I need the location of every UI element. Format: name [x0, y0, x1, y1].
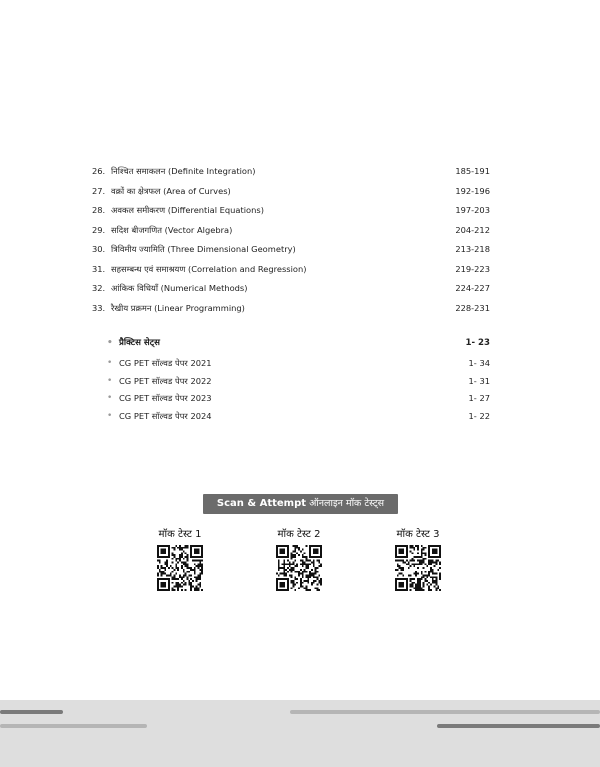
- mock-test-2[interactable]: [259, 528, 339, 591]
- chapter-pages: 204-212: [455, 224, 490, 235]
- chapter-pages: 185-191: [455, 166, 490, 176]
- chapter-title: त्रिविमीय ज्यामिति (Three Dimensional Geometry): [111, 244, 296, 254]
- chapter-number: 33.: [92, 302, 106, 313]
- chapter-pages: 219-223: [455, 263, 490, 274]
- chapter-title: निश्चित समाकलन (Definite Integration): [111, 166, 256, 176]
- paper-title: CG PET सॉल्वड पेपर 2024: [119, 410, 212, 421]
- toc-row[interactable]: [92, 242, 492, 262]
- chapter-title: सदिश बीजगणित (Vector Algebra): [111, 224, 233, 235]
- practice-sets-heading: प्रैक्टिस सेट्स: [119, 338, 160, 348]
- list-item[interactable]: [107, 409, 490, 427]
- chapter-number: 26.: [92, 166, 106, 176]
- list-item[interactable]: [107, 374, 490, 392]
- toc-row[interactable]: [92, 223, 492, 243]
- bullet-icon: •: [107, 410, 113, 421]
- paper-title: CG PET सॉल्वड पेपर 2021: [119, 358, 212, 368]
- toc-row[interactable]: [92, 184, 492, 204]
- chapter-number: 29.: [92, 224, 106, 235]
- paper-pages: 1- 34: [468, 358, 490, 368]
- list-item[interactable]: [107, 391, 490, 409]
- chapter-title: अवकल समीकरण (Differential Equations): [111, 205, 264, 215]
- toc-row[interactable]: [92, 301, 492, 321]
- chapter-number: 30.: [92, 244, 106, 254]
- chapter-number: 28.: [92, 205, 106, 215]
- qr-code-icon[interactable]: [276, 545, 322, 591]
- chapter-title: आंकिक विधियाँ (Numerical Methods): [111, 283, 248, 293]
- scan-attempt-banner: [203, 494, 398, 514]
- chapter-title: रैखीय प्रक्रमन (Linear Programming): [111, 302, 245, 313]
- scan-attempt-bold: Scan & Attempt: [216, 498, 307, 509]
- footer-stripe: [0, 710, 63, 714]
- mock-test-label: मॉक टेस्ट 3: [396, 529, 440, 540]
- chapter-number: 27.: [92, 185, 106, 196]
- footer-stripe: [290, 710, 600, 714]
- table-of-contents: [92, 164, 492, 320]
- toc-row[interactable]: [92, 262, 492, 282]
- mock-test-label: मॉक टेस्ट 2: [277, 529, 321, 540]
- mock-test-label: मॉक टेस्ट 1: [158, 529, 202, 540]
- paper-title: CG PET सॉल्वड पेपर 2022: [119, 375, 212, 386]
- chapter-pages: 197-203: [455, 205, 490, 215]
- chapter-number: 32.: [92, 283, 106, 293]
- footer-stripe: [0, 724, 147, 728]
- chapter-pages: 224-227: [455, 283, 490, 293]
- chapter-pages: 192-196: [455, 185, 490, 196]
- toc-row[interactable]: [92, 203, 492, 223]
- paper-pages: 1- 22: [468, 410, 490, 421]
- chapter-title: वक्रों का क्षेत्रफल (Area of Curves): [111, 185, 231, 196]
- paper-title: CG PET सॉल्वड पेपर 2023: [119, 393, 212, 403]
- paper-pages: 1- 27: [468, 393, 490, 403]
- chapter-number: 31.: [92, 263, 106, 274]
- qr-code-icon[interactable]: [157, 545, 203, 591]
- chapter-title: सहसम्बन्ध एवं समाश्रयण (Correlation and Regression): [111, 263, 307, 274]
- practice-sets-pages: 1- 23: [465, 338, 490, 348]
- toc-row[interactable]: [92, 164, 492, 184]
- chapter-pages: 228-231: [455, 302, 490, 313]
- toc-row[interactable]: [92, 281, 492, 301]
- bullet-icon: •: [107, 358, 113, 368]
- chapter-pages: 213-218: [455, 244, 490, 254]
- practice-sets-list: [107, 336, 490, 426]
- mock-test-3[interactable]: [378, 528, 458, 591]
- bullet-icon: •: [107, 393, 113, 403]
- footer-stripe: [437, 724, 600, 728]
- bullet-icon: •: [107, 338, 113, 348]
- qr-code-icon[interactable]: [395, 545, 441, 591]
- paper-pages: 1- 31: [468, 375, 490, 386]
- bullet-icon: •: [107, 375, 113, 386]
- practice-sets-heading-row[interactable]: [107, 336, 490, 356]
- list-item[interactable]: [107, 356, 490, 374]
- mock-test-1[interactable]: [140, 528, 220, 591]
- scan-attempt-text: ऑनलाइन मॉक टेस्ट्स: [306, 498, 385, 509]
